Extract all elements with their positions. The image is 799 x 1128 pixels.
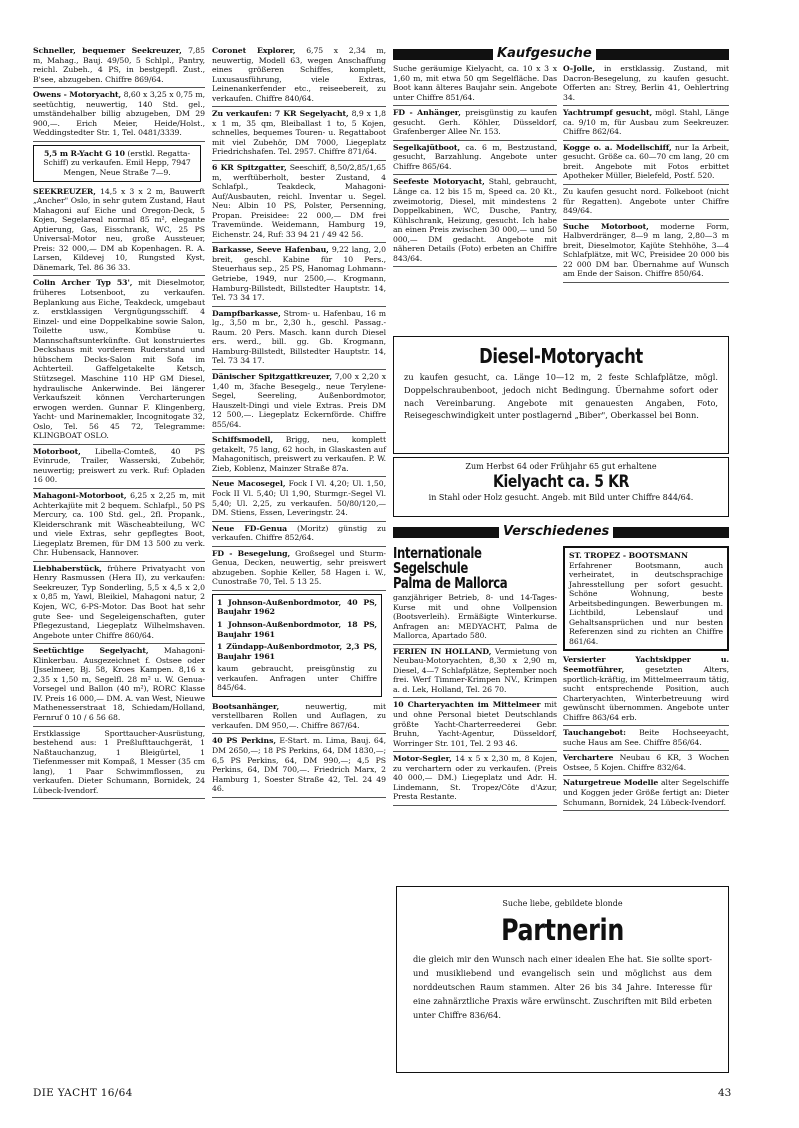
classified-ad: [212, 372, 386, 433]
ad-headline: Kogge o. a. Modellschiff,: [563, 142, 672, 152]
ad-body: nur Ia Arbeit, gesucht. Größe ca. 60—70 cm lang, 20 cm breit. Angebote mit Fotos erbittet Apotheker Müller, Bielefeld, Postf. 520.: [563, 142, 729, 181]
classified-ad: [212, 109, 386, 161]
partnerin-title: Partnerin: [501, 913, 624, 947]
ad-headline: Mahagoni-Motorboot,: [33, 490, 127, 500]
ad-headline: Dänischer Spitzgattkreuzer,: [212, 371, 333, 381]
verschiedenes-bar-right: [613, 527, 729, 538]
ad-body: 8,9 x 1,8 x 1 m, 35 qm, Bleiballast 1 to, 5 Kojen, schnelles, bequemes Touren- u. Regattaboot mit viel Zubehör, DM 7000, Liegeplatz Friedrichshafen. Tel. 2957. Chiffre 871/64.: [212, 109, 386, 157]
kaufgesuche-right-column: [563, 64, 729, 285]
ad-headline: Suche Motorboot,: [563, 221, 649, 231]
classified-ad: [563, 64, 729, 106]
ad-body: (erstkl. Regatta-Schiff) zu verkaufen. Emil Hepp, 7947 Mengen, Neue Straße 7—9.: [43, 148, 191, 178]
ad-body: moderne Form, Halbverdränger, 8—9 m lang, 2,80—3 m breit, Dieselmotor, Kajüte Stehhöhe, 3—4 Schlafplätze, mit WC, Preisidee 20 000 bis 22 000 DM bar. Übernahme auf Wunsch am Ende der Saison. Chiffre 850/64.: [563, 221, 729, 279]
verschiedenes-right-column: [563, 546, 729, 813]
ad-body: 7,85 m, Mahag., Bauj. 49/50, 5 Schlpl., Pantry, reichl. Zubeh., 4 PS, in bestgepfl. Zust., B'see, abzugeben. Chiffre 869/64.: [33, 46, 205, 84]
ad-body: Erstklassige Sporttaucher-Ausrüstung, bestehend aus: 1 Preßlufttauchgerät, 1 Naßtauchanzug, 1 Bleigürtel, 1 Tiefenmesser mit Kompaß, 1 Messer (35 cm lang), 1 Paar Schwimmflossen, zu verkaufen. Dieter Schumann, Bornidek, 24 Lübeck-Ivendorf.: [33, 728, 205, 795]
verschiedenes-right-list: [563, 655, 729, 811]
ad-headline: Yachtrumpf gesucht,: [563, 108, 653, 118]
classified-ad: [563, 728, 729, 751]
ad-headline: Seetüchtige Segelyacht,: [33, 646, 149, 656]
classified-ad: [212, 702, 386, 735]
ad-body: 8,60 x 3,25 x 0,75 m, seetüchtig, neuwertig, 140 Std. gel., umständehalber billig abzugeben, DM 29 900,—. Erich Meier, Heide/Holst., Weddingstedter Str. 1, Tel. 0481/3339.: [33, 90, 205, 138]
ad-body: mit und ohne Personal bietet Deutschlands größte Yacht-Charterreederei Gebr. Bruhn, Yacht-Agentur, Düsseldorf, Worringer Str. 101, Tel. 2 93 46.: [393, 700, 557, 748]
verschiedenes-bar-left: [393, 527, 499, 538]
ad-headline: Seefeste Motoryacht,: [393, 177, 485, 187]
classified-ad: [33, 278, 205, 444]
ad-body: 14,5 x 3 x 2 m, Bauwerft „Ancher" Oslo, in sehr gutem Zustand, Haut Mahagoni auf Eiche und Oregon-Deck, 5 Kojen, Segelareal normal 85 m², elegante Aptierung, Gas, Eisschrank, WC, 25 PS Universal-Motor neu, große Aussteuer, Preis: 32 000,— DM ab Kopenhagen. R. A. Larsen, Kildevej 10, Rungsted Kyst, Dänemark, Tel. 86 36 33.: [33, 186, 205, 272]
classified-ad: [33, 491, 205, 562]
ad-body: gesetzten Alters, sportlich-kräftig, im Mittelmeerraum tätig, sucht entsprechende Position, auch Charteryachten, Winterbetreuung wird gewünscht übernommen. Angebote unter Chiffre 863/64 erb.: [563, 665, 729, 722]
classified-ad: [393, 700, 557, 752]
classified-ad: [33, 564, 205, 644]
ad-body: Beite Hochseeyacht, suche Haus am See. Chiffre 856/64.: [563, 728, 729, 747]
verschiedenes-left-list: [393, 647, 557, 806]
ad-body: alter Segelschiffe und Koggen jeder Größe fertigt an: Dieter Schumann, Bornidek, 24 Lübeck-Ivendorf.: [563, 778, 729, 807]
classified-ad: [212, 46, 386, 107]
ad-body: 6,25 x 2,25 m, mit Achterkajüte mit 2 bequem. Schlafpl., 50 PS Mercury, ca. 100 Std. gel., 2fl. Propank., Kleiderschrank mit Wäscheabteilung, WC und viele Extras, sehr gepflegtes Boot, Liegeplatz Bremen, für DM 13 500 zu verk. Chr. Hubensack, Hannover.: [33, 490, 205, 558]
mallorca-body: ganzjähriger Betrieb, 8- und 14-Tages-Kurse mit und ohne Vollpension (Bootsverleih). Ermäßigte Winterkurse. Anfragen an: MEDYACHT, Palma de Mallorca, Apartado 580.: [393, 593, 557, 645]
column-2: [212, 46, 386, 800]
ad-list-item: 1 Johnson-Außenbordmotor, 40 PS, Baujahr 1962: [217, 597, 377, 617]
st-tropez-ad: [563, 546, 729, 651]
classified-ad: [563, 187, 729, 220]
ad-headline: Naturgetreue Modelle: [563, 778, 659, 788]
ad-headline: Barkasse, Seeve Hafenbau,: [212, 245, 329, 255]
footer-page-number: 43: [718, 1087, 732, 1099]
st-tropez-body: Erfahrener Bootsmann, auch verheiratet, in deutschsprachige Jahresstellung per sofort gesucht. Schöne Wohnung, beste Arbeitsbedingungen. Bewerbungen m. Lichtbild, Lebenslauf und Gehaltsansprüchen und nur besten Referenzen sind zu richten an Chiffre 861/64.: [569, 560, 723, 646]
classified-ad: [393, 108, 557, 141]
ad-headline: Liebhaberstück,: [33, 563, 102, 573]
diesel-motoryacht-title: Diesel-Motoryacht: [479, 344, 643, 368]
classified-ad: [212, 549, 386, 591]
classified-ad: [212, 524, 386, 547]
ad-headline: Zu verkaufen: 7 KR Segelyacht,: [212, 109, 349, 119]
ad-headline: FD - Besegelung,: [212, 548, 291, 558]
ad-body: ca. 6 m, Bestzustand, gesucht, Barzahlung. Angebote unter Chiffre 865/64.: [393, 142, 557, 171]
classified-ad: [33, 90, 205, 142]
column-1: [33, 46, 205, 801]
ad-headline: 10 Charteryachten im Mittelmeer: [393, 700, 541, 710]
ad-list-item: 1 Johnson-Außenbordmotor, 18 PS, Baujahr 1961: [217, 619, 377, 639]
ad-body: in erstklassig. Zustand, mit Dacron-Besegelung, zu kaufen gesucht. Offerten an: Strey, Berlin 41, Oehlertring 34.: [563, 64, 729, 102]
classified-ad: [212, 163, 386, 243]
ad-headline: Dampfbarkasse,: [212, 308, 281, 318]
classified-ad: [33, 447, 205, 489]
ad-headline: Versierter Yachtskipper u. Seemotführer,: [563, 655, 729, 675]
partnerin-pre: Suche liebe, gebildete blonde: [502, 899, 623, 908]
mallorca-title-3: Palma de Mallorca: [393, 574, 508, 592]
ad-headline: Colin Archer Typ 53',: [33, 278, 133, 288]
kielyacht-ad: [393, 457, 729, 517]
classified-ad: [393, 177, 557, 267]
ad-headline: FD - Anhänger,: [393, 108, 461, 118]
footer-magazine: DIE YACHT 16/64: [33, 1087, 133, 1099]
ad-body: mögl. Stahl, Länge ca. 9/10 m, für Ausbau zum Seekreuzer. Chiffre 862/64.: [563, 108, 729, 137]
ad-headline: Segelkajütboot,: [393, 142, 460, 152]
classified-ad: [33, 145, 201, 182]
kaufgesuche-header: [393, 48, 729, 60]
ad-body: Seeschiff, 8,50/2,85/1,65 m, werftüberholt, bester Zustand, 4 Schlafpl., Teakdeck, Mahagoni-Auf/Ausbauten, reichl. Inventar u. Segel. Neu: Albin 10 PS, Polster, Persenning, Propan. Preisidee: 22 000,— DM frei Travemünde. Weidemann, Hamburg 19, Eichenstr. 24, Ruf: 33 94 21 / 49 42 56.: [212, 163, 386, 239]
ad-body: 9,22 lang, 2,0 breit, geschl. Kabine für 10 Pers., Steuerhaus sep., 25 PS, Hanomag Lohmann-Getriebe, 1949, nur 2500,—. Krogmann, Hamburg-Billstedt, Billstedter Hauptstr. 14, Tel. 73 34 17.: [212, 245, 386, 303]
ad-headline: Schneller, bequemer Seekreuzer,: [33, 46, 182, 55]
ad-headline: Neue Macosegel,: [212, 479, 286, 489]
ad-body: Strom- u. Hafenbau, 16 m lg., 3,50 m br., 2,30 h., geschl. Passag.-Raum. 20 Pers. Masch. kann durch Diesel ers. werd., bill. gg. Gb. Krogmann, Hamburg-Billstedt, Billstedter Hauptstr. 14, Tel. 73 34 17.: [212, 308, 386, 366]
partnerin-ad: [396, 886, 729, 1073]
ad-body: Stahl, gebraucht, Länge ca. 12 bis 15 m, Speed ca. 20 Kt., zweimotorig, Diesel, mit mindestens 2 Doppelkabinen, WC, Dusche, Pantry, Kühlschrank, Heizung, gesucht. Ich habe an einen Preis zwischen 30 000,— und 50 000,— DM gedacht. Angebote mit näheren Details (Foto) erbeten an Chiffre 843/64.: [393, 177, 557, 263]
ad-body: Großsegel und Sturm-Genua, Decken, neuwertig, sehr preiswert abzugeben. Sophie Keller, 58 Hagen i. W., Cunostraße 70, Tel. 5 13 25.: [212, 548, 386, 587]
classified-ad: [33, 187, 205, 277]
ad-body: mit Dieselmotor, früheres Lotsenboot, zu verkaufen. Beplankung aus Eiche, Teakdeck, umgebaut z. erstklassigen Vergnügungsschiff. 4 Einzel- und eine Doppelkabine sowie Salon, Toilette usw., Kombüse u. Mannschaftsunterkünfte. Gut konstruiertes Deckshaus mit vorderem Ruderstand und hübschem Decks-Salon mit Sofa im Achterteil. Gaffelgetakelte Ketsch, Stützsegel. Maschine 110 HP GM Diesel, hydraulische Ankerwinde. Bei längerer Verkaufszeit können Vercharterungen erwogen werden. Gunnar F. Klingenberg, Yacht- und Marinemakler, Incognitogate 32, Oslo, Tel. 56 45 72, Telegramme: KLINGBOAT OSLO.: [33, 278, 206, 441]
ad-list-item: 1 Zündapp-Außenbordmotor, 2,3 PS, Baujahr 1961: [217, 642, 377, 661]
classified-ad: [563, 778, 729, 811]
ad-headline: Schiffsmodell,: [212, 435, 274, 445]
ad-body: (Moritz) günstig zu verkaufen. Chiffre 852/64.: [212, 523, 387, 543]
ad-body: Neubau 6 KR, 3 Wochen Ostsee, 5 Kojen. Chiffre 832/64.: [563, 753, 729, 772]
ad-body: Vermietung von Neubau-Motoryachten, 8,30 x 2,90 m, Diesel, 4—7 Schlafplätze, September noch frei. Werf Timmer-Krimpen NV., Krimpen a. d. Lek, Holland, Tel. 26 70.: [393, 646, 557, 694]
classified-ad: [393, 754, 557, 806]
ad-body: 14 x 5 x 2,30 m, 8 Kojen, zu verchartern oder zu verkaufen. (Preis 40 000,— DM.) Liegeplatz und Adr. H. Lindemann, St. Tropez/Côte d'Azur, Presta Restante.: [393, 754, 557, 802]
classified-ad: [33, 46, 205, 88]
classified-ad: [563, 143, 729, 185]
verschiedenes-title: Verschiedenes: [503, 524, 610, 539]
kielyacht-title: Kielyacht ca. 5 KR: [492, 472, 630, 492]
ad-body: Libella-Comteß, 40 PS Evinrude, Trailer, Wasserski, Zubehör, neuwertig; preiswert zu verk. Ruf: Opladen 16 00.: [33, 446, 205, 485]
verschiedenes-header: [393, 526, 729, 538]
classified-ad: [212, 309, 386, 370]
ad-headline: Coronet Explorer,: [212, 46, 296, 55]
classified-ad: [563, 655, 729, 726]
ad-body: Mahagoni-Klinkerbau. Ausgezeichnet f. Ostsee oder IJsselmeer, Bj. 58, Kroes Kampen. 8,16 x 2,35 x 1,50 m, Segelfl. 28 m² u. W. Genua-Vorsegel und Ballon (40 m²), RORC Klasse IV. Preis 16 000,— DM. A. van West, Nieuwe Mathenesserstraat 18, Schiedam/Holland, Fernruf 0 10 / 6 56 68.: [33, 646, 205, 722]
ad-body: preisgünstig zu kaufen gesucht. Gerh. Köhler, Düsseldorf, Grafenberger Allee Nr. 153.: [393, 108, 557, 137]
ad-headline: O-Jolle,: [563, 64, 595, 73]
classified-ad: [212, 736, 386, 797]
mallorca-ad: [393, 546, 557, 808]
classified-ad: [563, 108, 729, 141]
classified-ad: [393, 64, 557, 106]
ad-body: frühere Privatyacht von Henry Rasmussen (Hera II), zu verkaufen: Seekreuzer, Typ Sonderling, 5,5 x 4,5 x 2,0 x 0,85 m, Yawl, Bleikiel, Mahagoni natur, 2 Kojen, WC, 6-PS-Motor. Das Boot hat sehr gute See- und Segeleigenschaften, guter Pflegezustand, Liegeplatz Wilhelmshaven. Angebote unter Chiffre 860/64.: [33, 563, 205, 640]
diesel-motoryacht-ad: [393, 336, 729, 454]
ad-body: E-Start. m. Lima, Bauj. 64, DM 2650,—; 18 PS Perkins, 64, DM 1830,—; 6,5 PS Perkins, 64, DM 990,—; 4,5 PS Perkins, 64, DM 700,—. Friedrich Marx, 2 Hamburg 1, Soester Straße 42, Tel. 24 49 46.: [212, 736, 386, 794]
ad-body: Zu kaufen gesucht nord. Folkeboot (nicht für Regatten). Angebote unter Chiffre 849/64.: [563, 187, 729, 216]
ad-body: Fock I Vl. 4,20; Ul. 1,50, Fock II Vl. 5,40; Ul 1,90, Sturmgr.-Segel Vl. 5,40; Ul. 2,25, zu verkaufen. 50/80/120,— DM. Stiens, Essen, Leveringstr. 24.: [212, 479, 386, 518]
classified-ad: [563, 222, 729, 283]
partnerin-body: die gleich mir den Wunsch nach einer idealen Ehe hat. Sie sollte sport- und musikliebend und evangelisch sein und möglichst aus dem norddeutschen Raum stammen. Alter 26 bis 34 Jahre. Interesse für eine zahnärztliche Praxis wäre erwünscht. Zuschriften mit Bild erbeten unter Chiffre 836/64.: [413, 954, 712, 1020]
classified-ad: [212, 594, 382, 697]
classified-ad: [393, 143, 557, 176]
ad-headline: FERIEN IN HOLLAND,: [393, 646, 492, 656]
ad-headline: Owens - Motoryacht,: [33, 90, 122, 100]
kaufgesuche-bar-right: [596, 49, 729, 60]
classified-ad: [212, 245, 386, 306]
ad-headline: Tauchangebot:: [563, 728, 626, 738]
classified-ad: [393, 647, 557, 699]
kielyacht-pre: Zum Herbst 64 oder Frühjahr 65 gut erhaltene: [465, 462, 657, 471]
kielyacht-body: in Stahl oder Holz gesucht. Angeb. mit Bild unter Chiffre 844/64.: [428, 493, 694, 502]
ad-body: Suche geräumige Kielyacht, ca. 10 x 3 x 1,60 m, mit etwa 50 qm Segelfläche. Das Boot kann älteres Baujahr sein. Angebote unter Chiffre 851/64.: [393, 64, 557, 102]
classified-ad: [563, 753, 729, 776]
mallorca-title-1: Internationale: [393, 544, 482, 562]
classified-ad: [212, 479, 386, 521]
ad-headline: SEEKREUZER,: [33, 186, 96, 196]
classified-ad: [212, 435, 386, 477]
ad-body: Brigg, neu, komplett getakelt, 75 lang, 62 hoch, in Glaskasten auf Mahagonitisch, preiswert zu verkaufen. P. W. Zieb, Koblenz, Mainzer Straße 87a.: [212, 435, 386, 473]
ad-headline: 40 PS Perkins,: [212, 736, 276, 746]
mallorca-title-2: Segelschule: [393, 559, 468, 577]
st-tropez-head: ST. TROPEZ - BOOTSMANN: [569, 551, 688, 560]
kaufgesuche-left-column: [393, 64, 557, 269]
ad-body: 7,00 x 2,20 x 1,40 m, 3fache Besegelg., neue Terylene-Segel, Seereling, Außenbordmotor, Hauszelt-Dingi und viele Extras. Preis DM 12 500,—. Liegeplatz Eckernförde. Chiffre 855/64.: [212, 371, 386, 429]
ad-body: neuwertig, mit verstellbaren Rollen und Auflagen, zu verkaufen. DM 950,—. Chiffre 867/64.: [212, 701, 386, 730]
ad-headline: Verchartere: [563, 753, 614, 763]
kaufgesuche-bar-left: [393, 49, 493, 60]
ad-headline: Neue FD-Genua: [212, 523, 288, 533]
ad-headline: Bootsanhänger,: [212, 701, 280, 711]
ad-headline: Motorboot,: [33, 446, 81, 456]
ad-headline: 5,5 m R-Yacht G 10: [43, 148, 125, 158]
kaufgesuche-title: Kaufgesuche: [497, 46, 592, 61]
classified-ad: [33, 729, 205, 800]
diesel-motoryacht-body: zu kaufen gesucht, ca. Länge 10—12 m, 2 feste Schlafplätze, mögl. Doppelschraubenboot, jedoch nicht Bedingung. Übernahme sofort oder nach Vereinbarung. Angebote mit genauesten Angaben, Foto, Reisegeschwindigkeit unter postlagernd „Biber", Oberkassel bei Bonn.: [404, 372, 718, 421]
ad-headline: Motor-Segler,: [393, 754, 452, 764]
ad-body: kaum gebraucht, preisgünstig zu verkaufen. Anfragen unter Chiffre 845/64.: [217, 664, 377, 693]
ad-body: 6,75 x 2,34 m, neuwertig, Modell 63, wegen Anschaffung eines größeren Schiffes, komplett, Luxusausführung, viele Extras, Leinenankerfender etc., reiseebereit, zu verkaufen. Chiffre 840/64.: [212, 46, 386, 103]
classified-ad: [33, 646, 205, 726]
ad-headline: 6 KR Spitzgatter,: [212, 163, 287, 173]
